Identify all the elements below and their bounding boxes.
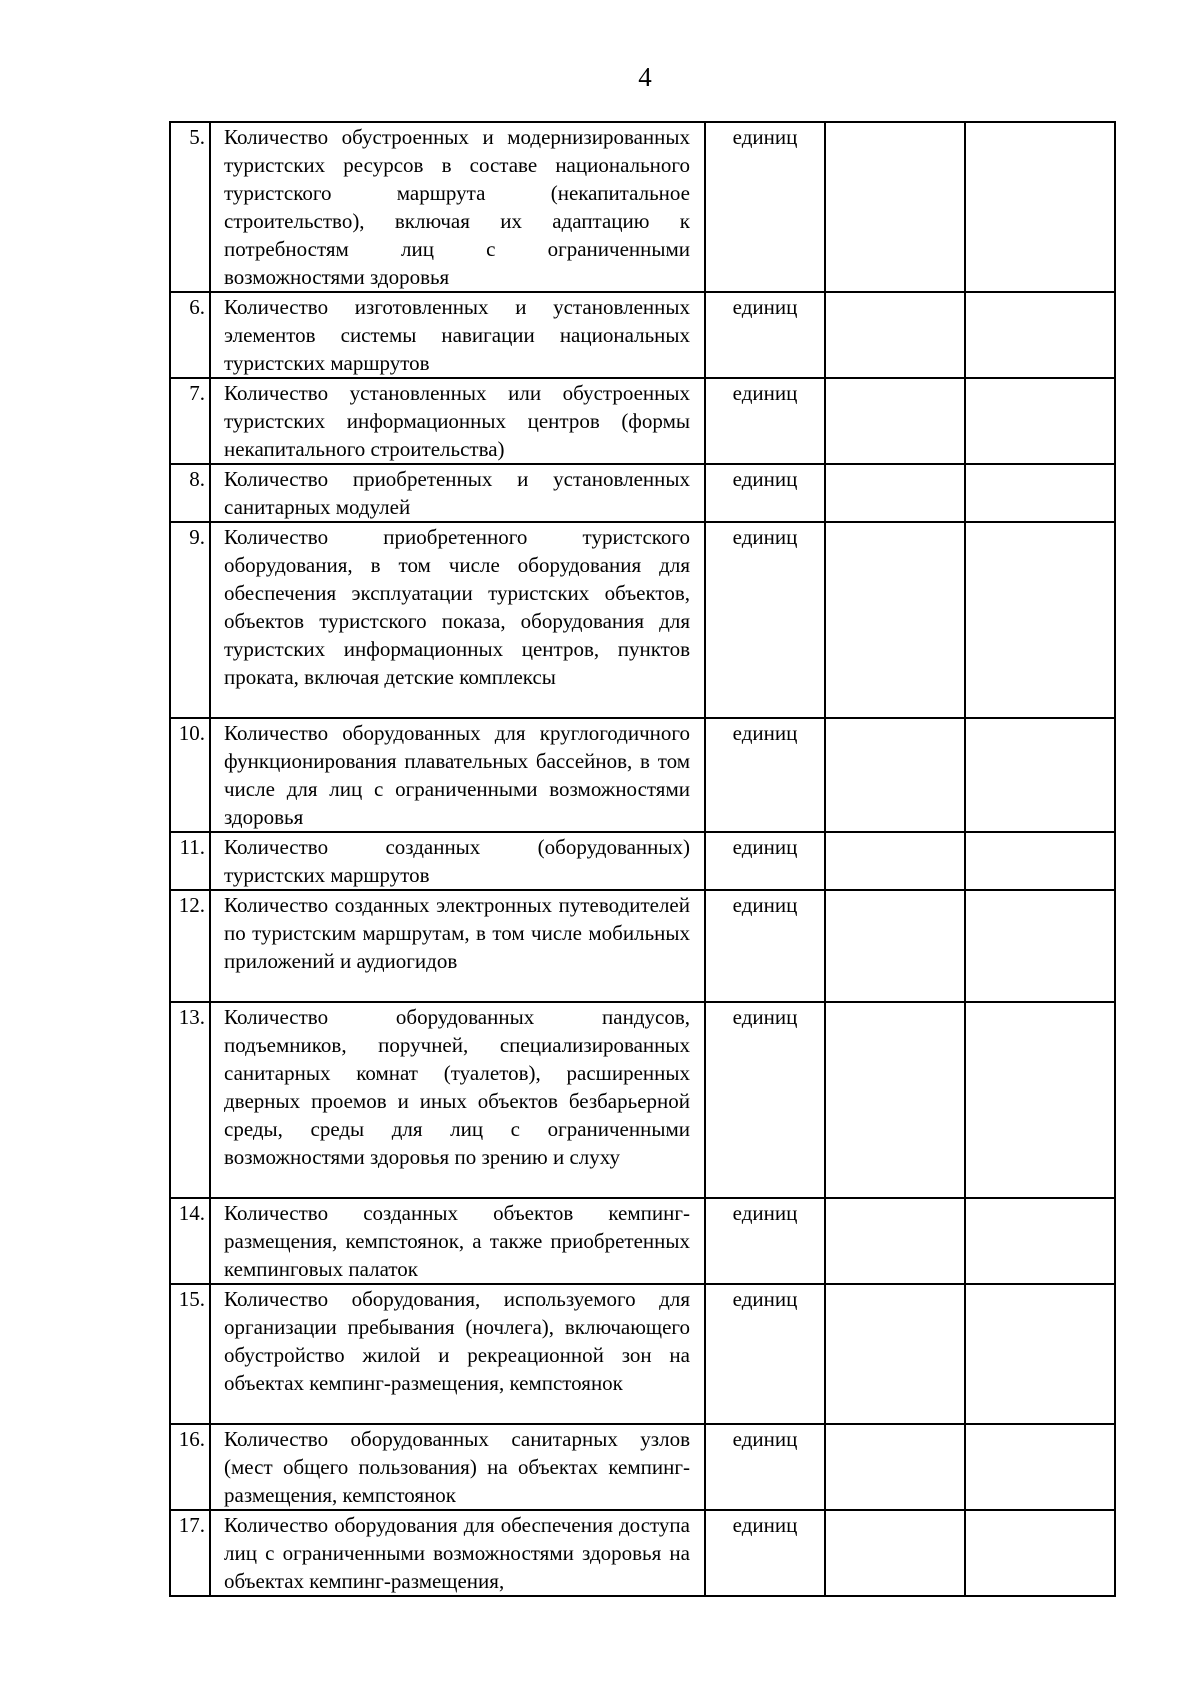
row-number: 14. [170,1198,210,1284]
indicator-name: Количество созданных (оборудованных) туристских маршрутов [210,832,705,890]
indicator-name: Количество оборудованных для круглогодичного функционирования плавательных бассейнов, в том числе для лиц с ограниченными возможностями здоровья [210,718,705,832]
indicator-name: Количество приобретенных и установленных санитарных модулей [210,464,705,522]
table-row [170,378,1115,464]
value-cell-2 [965,890,1115,1002]
unit-of-measure: единиц [705,292,825,378]
value-cell-1 [825,1510,965,1596]
table-row [170,522,1115,718]
value-cell-1 [825,890,965,1002]
indicator-name: Количество оборудованных санитарных узлов (мест общего пользования) на объектах кемпинг-размещения, кемпстоянок [210,1424,705,1510]
value-cell-1 [825,832,965,890]
table-row [170,1284,1115,1424]
unit-of-measure: единиц [705,890,825,1002]
value-cell-1 [825,292,965,378]
unit-of-measure: единиц [705,1510,825,1596]
value-cell-1 [825,1284,965,1424]
value-cell-2 [965,1002,1115,1198]
table-row [170,1424,1115,1510]
row-number: 10. [170,718,210,832]
indicator-name: Количество оборудованных пандусов, подъемников, поручней, специализированных санитарных комнат (туалетов), расширенных дверных проемов и иных объектов безбарьерной среды, среды для лиц с ограниченными возможностями здоровья по зрению и слуху [210,1002,705,1198]
indicator-name: Количество обустроенных и модернизированных туристских ресурсов в составе национального туристского маршрута (некапитальное строительство), включая их адаптацию к потребностям лиц с ограниченными возможностями здоровья [210,122,705,292]
value-cell-2 [965,1424,1115,1510]
indicator-name: Количество созданных электронных путеводителей по туристским маршрутам, в том числе мобильных приложений и аудиогидов [210,890,705,1002]
row-number: 12. [170,890,210,1002]
table-row [170,890,1115,1002]
table-row [170,718,1115,832]
indicator-name: Количество установленных или обустроенных туристских информационных центров (формы некапитального строительства) [210,378,705,464]
row-number: 6. [170,292,210,378]
row-number: 15. [170,1284,210,1424]
unit-of-measure: единиц [705,122,825,292]
value-cell-1 [825,1198,965,1284]
unit-of-measure: единиц [705,378,825,464]
row-number: 8. [170,464,210,522]
row-number: 7. [170,378,210,464]
table-row [170,122,1115,292]
indicators-table [169,121,1116,1597]
value-cell-2 [965,464,1115,522]
value-cell-2 [965,1284,1115,1424]
row-number: 13. [170,1002,210,1198]
table-row [170,1002,1115,1198]
table-row [170,1198,1115,1284]
row-number: 11. [170,832,210,890]
row-number: 9. [170,522,210,718]
value-cell-2 [965,292,1115,378]
indicators-table-body [170,122,1115,1596]
value-cell-2 [965,1510,1115,1596]
unit-of-measure: единиц [705,522,825,718]
indicator-name: Количество созданных объектов кемпинг-размещения, кемпстоянок, а также приобретенных кемпинговых палаток [210,1198,705,1284]
row-number: 16. [170,1424,210,1510]
value-cell-2 [965,832,1115,890]
row-number: 5. [170,122,210,292]
unit-of-measure: единиц [705,1424,825,1510]
value-cell-2 [965,1198,1115,1284]
unit-of-measure: единиц [705,464,825,522]
unit-of-measure: единиц [705,1198,825,1284]
indicator-name: Количество изготовленных и установленных элементов системы навигации национальных туристских маршрутов [210,292,705,378]
value-cell-2 [965,522,1115,718]
table-row [170,292,1115,378]
unit-of-measure: единиц [705,718,825,832]
value-cell-1 [825,1424,965,1510]
value-cell-2 [965,378,1115,464]
row-number: 17. [170,1510,210,1596]
unit-of-measure: единиц [705,1284,825,1424]
value-cell-1 [825,718,965,832]
value-cell-1 [825,464,965,522]
table-row [170,1510,1115,1596]
value-cell-1 [825,122,965,292]
indicator-name: Количество приобретенного туристского оборудования, в том числе оборудования для обеспечения эксплуатации туристских объектов, объектов туристского показа, оборудования для туристских информационных центров, пунктов проката, включая детские комплексы [210,522,705,718]
unit-of-measure: единиц [705,832,825,890]
value-cell-1 [825,522,965,718]
value-cell-2 [965,122,1115,292]
indicator-name: Количество оборудования, используемого для организации пребывания (ночлега), включающего обустройство жилой и рекреационной зон на объектах кемпинг-размещения, кемпстоянок [210,1284,705,1424]
unit-of-measure: единиц [705,1002,825,1198]
indicator-name: Количество оборудования для обеспечения доступа лиц с ограниченными возможностями здоровья на объектах кемпинг-размещения, [210,1510,705,1596]
page-number: 4 [638,62,652,92]
value-cell-2 [965,718,1115,832]
value-cell-1 [825,1002,965,1198]
value-cell-1 [825,378,965,464]
table-row [170,832,1115,890]
table-row [170,464,1115,522]
